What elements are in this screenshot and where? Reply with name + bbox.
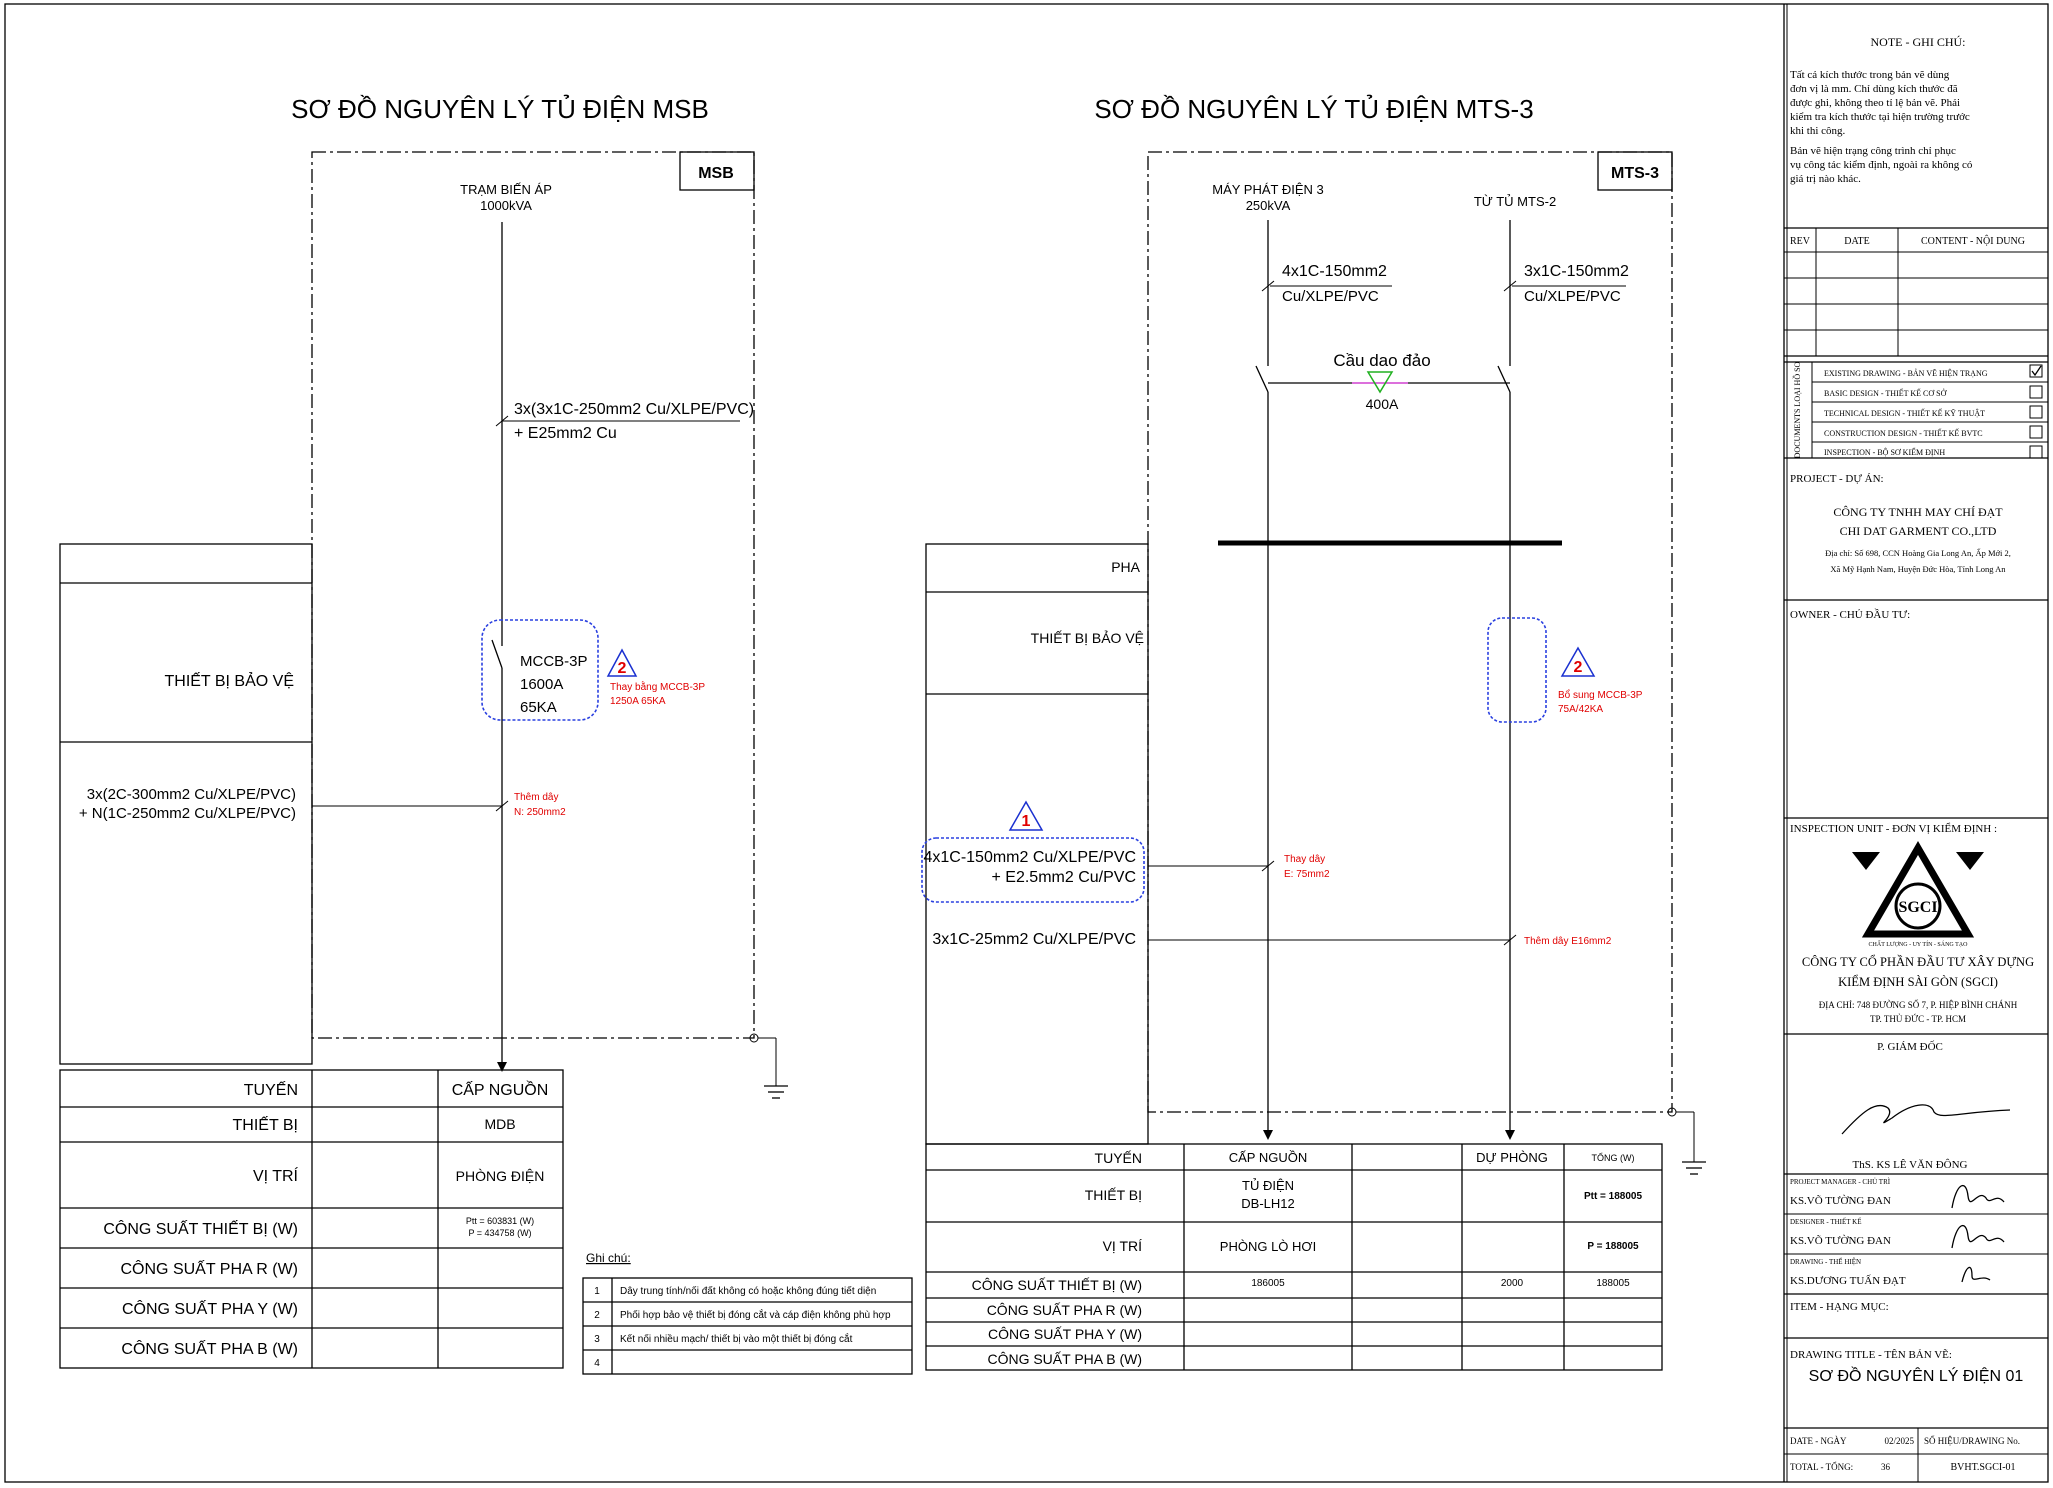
msb-add-note-1: Thêm dây xyxy=(514,792,559,803)
mts-table-value: P = 188005 xyxy=(1587,1241,1639,1252)
project-address: Địa chỉ: Số 698, CCN Hoàng Gia Long An, Ấp Mới 2, xyxy=(1825,548,2011,558)
mts-rev-note2-1: Bổ sung MCCB-3P xyxy=(1558,690,1643,701)
note-line: kiểm tra kích thước tại hiện trường trước xyxy=(1790,111,1970,123)
mts-table-header: CẤP NGUỒN xyxy=(1228,1150,1308,1165)
msb-table-label: CÔNG SUẤT PHA R (W) xyxy=(120,1261,298,1278)
note-line: khi thi công. xyxy=(1790,125,1846,137)
mts-out-cable-2: + E2.5mm2 Cu/PVC xyxy=(991,869,1136,886)
note-number: 3 xyxy=(594,1334,600,1345)
project-label: PROJECT - DỰ ÁN: xyxy=(1790,473,1884,485)
note-text: Phối hợp bảo vệ thiết bị đóng cắt và cáp điện không phù hợp xyxy=(620,1310,891,1321)
mts-cable-a-2: Cu/XLPE/PVC xyxy=(1282,288,1379,305)
notes-title: Ghi chú: xyxy=(586,1251,631,1265)
msb-table-label: CÔNG SUẤT THIẾT BỊ (W) xyxy=(103,1221,298,1238)
mts-title: SƠ ĐỒ NGUYÊN LÝ TỦ ĐIỆN MTS-3 xyxy=(1094,94,1534,124)
msb-out-cable-2: + N(1C-250mm2 Cu/XLPE/PVC) xyxy=(78,805,296,822)
mts-table-label: TUYẾN xyxy=(1094,1150,1142,1166)
mts-cable-a-1: 4x1C-150mm2 xyxy=(1282,263,1387,280)
project-name: CÔNG TY TNHH MAY CHÍ ĐẠT xyxy=(1833,505,2003,519)
msb-incoming-cable-1: 3x(3x1C-250mm2 Cu/XLPE/PVC) xyxy=(514,401,755,418)
mts-table-label: THIẾT BỊ xyxy=(1084,1187,1142,1203)
checkbox-icon xyxy=(2030,446,2042,458)
msb-breaker-1: MCCB-3P xyxy=(520,653,588,670)
msb-enclosure xyxy=(312,152,754,1038)
mts-table-header: TỔNG (W) xyxy=(1591,1153,1635,1163)
mts-row-protection: THIẾT BỊ BẢO VỆ xyxy=(1030,630,1144,646)
mts-rev-mark-1: 1 xyxy=(1021,813,1031,830)
manager-name: KS.VÕ TƯỜNG ĐAN xyxy=(1790,1195,1891,1207)
project-address: Xã Mỹ Hạnh Nam, Huyện Đức Hòa, Tỉnh Long An xyxy=(1830,564,2006,574)
inspection-address: ĐỊA CHỈ: 748 ĐƯỜNG SỐ 7, P. HIỆP BÌNH CHÁNH xyxy=(1818,1000,2018,1010)
doc-type-item: EXISTING DRAWING - BẢN VẼ HIỆN TRẠNG xyxy=(1824,369,1988,378)
msb-source-rating: 1000kVA xyxy=(480,198,532,213)
doc-type-item: CONSTRUCTION DESIGN - THIẾT KẾ BVTC xyxy=(1824,429,1983,438)
item-label: ITEM - HẠNG MỤC: xyxy=(1790,1301,1889,1313)
msb-incoming-cable-2: + E25mm2 Cu xyxy=(514,425,617,442)
manager-signature xyxy=(1952,1186,2004,1208)
mts-table-value: DB-LH12 xyxy=(1241,1196,1295,1211)
designer-signature xyxy=(1952,1226,2004,1248)
msb-out-cable-1: 3x(2C-300mm2 Cu/XLPE/PVC) xyxy=(86,786,296,803)
mts-table-header: DỰ PHÒNG xyxy=(1476,1150,1548,1165)
msb-table-label: TUYẾN xyxy=(243,1082,298,1099)
documents-label: DOCUMENTS LOẠI HỒ SƠ xyxy=(1793,361,1802,459)
msb-table-label: CÔNG SUẤT PHA B (W) xyxy=(121,1341,298,1358)
msb-breaker-2: 1600A xyxy=(520,676,564,693)
note-line: đơn vị là mm. Chỉ dùng kích thước đã xyxy=(1790,83,1958,95)
msb-table-label: VỊ TRÍ xyxy=(252,1168,298,1185)
mts-table-label: CÔNG SUẤT PHA Y (W) xyxy=(987,1326,1142,1342)
designer-label: DESIGNER - THIẾT KẾ xyxy=(1790,1218,1862,1226)
msb-table-label: CÔNG SUẤT PHA Y (W) xyxy=(121,1301,298,1318)
note-line: Bản vẽ hiện trạng công trình chỉ phục xyxy=(1790,145,1956,157)
mts-revision-cloud xyxy=(1488,618,1546,722)
mts-out-cable-1: 4x1C-150mm2 Cu/XLPE/PVC xyxy=(923,849,1136,866)
rev-header: CONTENT - NỘI DUNG xyxy=(1921,236,2025,247)
mts-tag: MTS-3 xyxy=(1611,165,1659,182)
mts-rev-note2-2: 75A/42KA xyxy=(1558,704,1604,715)
mts-gen-name: MÁY PHÁT ĐIỆN 3 xyxy=(1212,182,1324,197)
msb-table-value: P = 434758 (W) xyxy=(468,1228,532,1238)
date-label: DATE - NGÀY xyxy=(1790,1436,1847,1446)
mts-ats-label: Cầu dao đảo xyxy=(1333,351,1431,370)
inspection-address: TP. THỦ ĐỨC - TP. HCM xyxy=(1870,1014,1966,1024)
msb-row-header-box xyxy=(60,544,312,1064)
msb-table-value: Ptt = 603831 (W) xyxy=(465,1216,535,1226)
logo-subtitle: CHẤT LƯỢNG - UY TÍN - SÁNG TẠO xyxy=(1868,942,1968,948)
msb-add-note-2: N: 250mm2 xyxy=(514,807,566,818)
drawing-number: BVHT.SGCI-01 xyxy=(1950,1462,2016,1473)
msb-rev-note-2: 1250A 65KA xyxy=(610,696,666,707)
drafter-name: KS.DƯƠNG TUẤN ĐẠT xyxy=(1790,1275,1906,1287)
mts-change-note-1: Thay dây xyxy=(1284,854,1326,865)
drawing-title-label: DRAWING TITLE - TÊN BẢN VẼ: xyxy=(1790,1349,1952,1361)
msb-title: SƠ ĐỒ NGUYÊN LÝ TỦ ĐIỆN MSB xyxy=(291,94,709,124)
mts-table-label: VỊ TRÍ xyxy=(1102,1238,1142,1254)
project-name-en: CHI DAT GARMENT CO.,LTD xyxy=(1839,524,1997,538)
mts-table-value: TỦ ĐIỆN xyxy=(1242,1178,1294,1193)
mts-row-pha: PHA xyxy=(1111,559,1140,575)
logo-text: SGCI xyxy=(1898,899,1938,916)
director-name: ThS. KS LÊ VĂN ĐÔNG xyxy=(1852,1159,1968,1171)
msb-table-value: PHÒNG ĐIỆN xyxy=(455,1168,545,1184)
mts-table-label: CÔNG SUẤT PHA R (W) xyxy=(986,1302,1142,1318)
sgci-logo xyxy=(1852,848,1984,948)
inspection-company: CÔNG TY CỔ PHẦN ĐẦU TƯ XÂY DỰNG xyxy=(1801,955,2035,969)
note-number: 4 xyxy=(594,1358,600,1369)
msb-source-name: TRẠM BIẾN ÁP xyxy=(460,182,552,197)
note-line: Tất cả kích thước trong bản vẽ dùng xyxy=(1790,69,1950,81)
mts-table-value: PHÒNG LÒ HƠI xyxy=(1219,1239,1317,1254)
msb-tag: MSB xyxy=(698,165,734,182)
checkbox-icon xyxy=(2030,386,2042,398)
drafter-signature xyxy=(1962,1267,1990,1282)
note-line: vụ công tác kiểm định, ngoài ra không có xyxy=(1790,159,1973,171)
drawing-title: SƠ ĐỒ NGUYÊN LÝ ĐIỆN 01 xyxy=(1808,1368,2024,1385)
note-text: Kết nối nhiều mạch/ thiết bị vào một thiết bị đóng cắt xyxy=(620,1334,853,1345)
msb-rev-note-1: Thay bằng MCCB-3P xyxy=(610,682,706,693)
mts-table-value: 188005 xyxy=(1596,1278,1630,1289)
drafter-label: DRAWING - THỂ HIỆN xyxy=(1790,1258,1862,1266)
mts-table-value: 2000 xyxy=(1500,1278,1524,1289)
title-block xyxy=(1784,35,2048,1482)
total-value: 36 xyxy=(1881,1462,1890,1472)
msb-rev-mark: 2 xyxy=(617,660,627,677)
rev-header: DATE xyxy=(1844,236,1870,247)
manager-label: PROJECT MANAGER - CHỦ TRÌ xyxy=(1790,1178,1891,1186)
rev-header: REV xyxy=(1790,236,1810,247)
msb-row-protection: THIẾT BỊ BẢO VỆ xyxy=(164,673,294,690)
mts-ats-rating: 400A xyxy=(1365,396,1399,412)
inspection-company: KIỂM ĐỊNH SÀI GÒN (SGCI) xyxy=(1838,975,1998,989)
mts-cable-b-2: Cu/XLPE/PVC xyxy=(1524,288,1621,305)
mts-table-value: Ptt = 188005 xyxy=(1583,1191,1643,1202)
checkbox-icon xyxy=(2030,426,2042,438)
director-signature xyxy=(1842,1105,2010,1134)
changeover-switch-icon xyxy=(1368,372,1392,392)
note-title: NOTE - GHI CHÚ: xyxy=(1870,35,1966,49)
mts-src2-name: TỪ TỦ MTS-2 xyxy=(1473,194,1557,209)
msb-table-label: THIẾT BỊ xyxy=(232,1117,298,1134)
mts-gen-rating: 250kVA xyxy=(1245,198,1291,213)
doc-type-item: TECHNICAL DESIGN - THIẾT KẾ KỸ THUẬT xyxy=(1824,409,1986,418)
mts-table-label: CÔNG SUẤT THIẾT BỊ (W) xyxy=(971,1277,1142,1293)
msb-table-value: MDB xyxy=(484,1116,516,1132)
mts-table-label: CÔNG SUẤT PHA B (W) xyxy=(987,1351,1142,1367)
mts-add-note: Thêm dây E16mm2 xyxy=(1524,936,1612,947)
inspection-label: INSPECTION UNIT - ĐƠN VỊ KIỂM ĐỊNH : xyxy=(1790,823,1998,835)
mts-rev-mark-2: 2 xyxy=(1573,659,1583,676)
drawing-number-label: SỐ HIỆU/DRAWING No. xyxy=(1924,1436,2021,1446)
msb-breaker-3: 65KA xyxy=(520,699,557,716)
director-label: P. GIÁM ĐỐC xyxy=(1877,1041,1943,1053)
doc-type-item: BASIC DESIGN - THIẾT KẾ CƠ SỞ xyxy=(1824,389,1947,398)
checkbox-icon xyxy=(2030,406,2042,418)
owner-label: OWNER - CHỦ ĐẦU TƯ: xyxy=(1790,609,1911,621)
note-text: Dây trung tính/nối đất không có hoặc không đúng tiết diện xyxy=(620,1286,877,1297)
mts-out-cable-3: 3x1C-25mm2 Cu/XLPE/PVC xyxy=(932,931,1136,948)
date-value: 02/2025 xyxy=(1884,1436,1914,1446)
designer-name: KS.VÕ TƯỜNG ĐAN xyxy=(1790,1235,1891,1247)
note-line: được ghi, không theo tỉ lệ bản vẽ. Phải xyxy=(1790,97,1961,109)
note-line: giá trị nào khác. xyxy=(1790,173,1861,185)
note-number: 1 xyxy=(594,1286,600,1297)
msb-table-value: CẤP NGUỒN xyxy=(451,1082,549,1099)
mts-table-value: 186005 xyxy=(1251,1278,1285,1289)
doc-type-item: INSPECTION - BỘ SƠ KIỂM ĐỊNH xyxy=(1824,448,1946,457)
mts-change-note-2: E: 75mm2 xyxy=(1284,869,1330,880)
note-number: 2 xyxy=(594,1310,600,1321)
mts-cable-b-1: 3x1C-150mm2 xyxy=(1524,263,1629,280)
total-label: TOTAL - TỔNG: xyxy=(1790,1462,1854,1472)
